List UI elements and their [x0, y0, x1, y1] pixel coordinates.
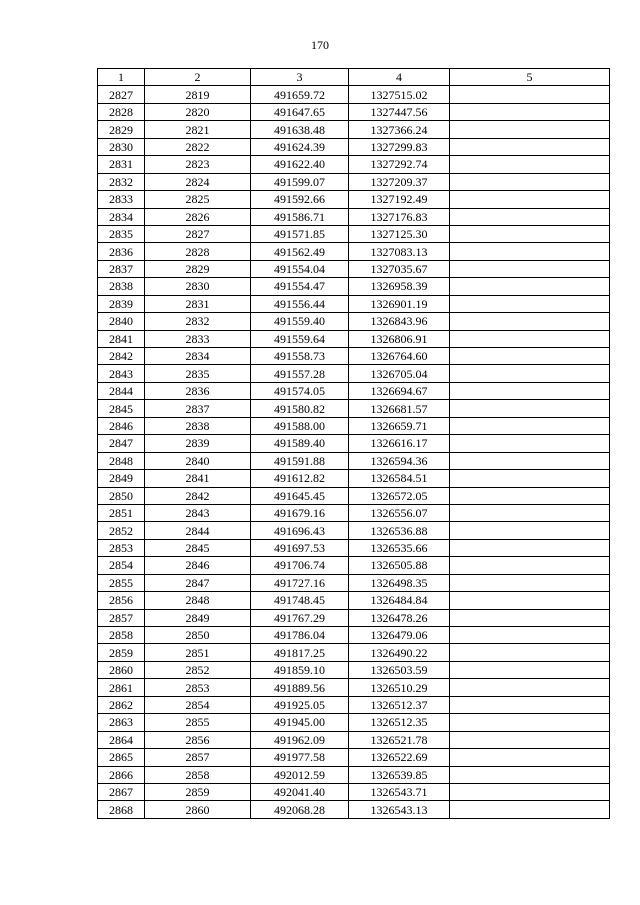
point-number-cell: 2832 — [98, 173, 145, 190]
table-row — [98, 278, 610, 295]
y-coordinate-cell: 1327299.83 — [349, 138, 450, 155]
table-row — [98, 295, 610, 312]
table-row — [98, 679, 610, 696]
column-header: 4 — [349, 69, 450, 86]
y-coordinate-cell: 1327209.37 — [349, 173, 450, 190]
source-number-cell: 2833 — [145, 330, 251, 347]
y-coordinate-cell: 1326681.57 — [349, 400, 450, 417]
source-number-cell: 2846 — [145, 557, 251, 574]
y-coordinate-cell: 1327035.67 — [349, 260, 450, 277]
note-cell — [450, 295, 610, 312]
x-coordinate-cell: 491727.16 — [251, 574, 349, 591]
y-coordinate-cell: 1326536.88 — [349, 522, 450, 539]
note-cell — [450, 348, 610, 365]
source-number-cell: 2819 — [145, 86, 251, 103]
source-number-cell: 2842 — [145, 487, 251, 504]
source-number-cell: 2836 — [145, 382, 251, 399]
table-row — [98, 435, 610, 452]
point-number-cell: 2836 — [98, 243, 145, 260]
x-coordinate-cell: 491748.45 — [251, 592, 349, 609]
note-cell — [450, 679, 610, 696]
y-coordinate-cell: 1326512.35 — [349, 714, 450, 731]
x-coordinate-cell: 491556.44 — [251, 295, 349, 312]
point-number-cell: 2841 — [98, 330, 145, 347]
note-cell — [450, 191, 610, 208]
source-number-cell: 2841 — [145, 470, 251, 487]
point-number-cell: 2837 — [98, 260, 145, 277]
source-number-cell: 2838 — [145, 417, 251, 434]
y-coordinate-cell: 1326764.60 — [349, 348, 450, 365]
source-number-cell: 2834 — [145, 348, 251, 365]
x-coordinate-cell: 491557.28 — [251, 365, 349, 382]
table-row — [98, 627, 610, 644]
x-coordinate-cell: 491559.64 — [251, 330, 349, 347]
point-number-cell: 2860 — [98, 661, 145, 678]
column-header: 3 — [251, 69, 349, 86]
note-cell — [450, 574, 610, 591]
y-coordinate-cell: 1327515.02 — [349, 86, 450, 103]
point-number-cell: 2839 — [98, 295, 145, 312]
table-row — [98, 609, 610, 626]
table-row — [98, 260, 610, 277]
note-cell — [450, 156, 610, 173]
y-coordinate-cell: 1326543.13 — [349, 801, 450, 818]
x-coordinate-cell: 491554.47 — [251, 278, 349, 295]
y-coordinate-cell: 1326958.39 — [349, 278, 450, 295]
x-coordinate-cell: 491571.85 — [251, 225, 349, 242]
point-number-cell: 2844 — [98, 382, 145, 399]
x-coordinate-cell: 491706.74 — [251, 557, 349, 574]
point-number-cell: 2838 — [98, 278, 145, 295]
y-coordinate-cell: 1326510.29 — [349, 679, 450, 696]
point-number-cell: 2864 — [98, 731, 145, 748]
x-coordinate-cell: 491859.10 — [251, 661, 349, 678]
point-number-cell: 2854 — [98, 557, 145, 574]
x-coordinate-cell: 491586.71 — [251, 208, 349, 225]
y-coordinate-cell: 1327176.83 — [349, 208, 450, 225]
point-number-cell: 2862 — [98, 696, 145, 713]
point-number-cell: 2829 — [98, 121, 145, 138]
y-coordinate-cell: 1326705.04 — [349, 365, 450, 382]
x-coordinate-cell: 491559.40 — [251, 313, 349, 330]
x-coordinate-cell: 491786.04 — [251, 627, 349, 644]
coordinates-table — [97, 68, 610, 819]
point-number-cell: 2867 — [98, 783, 145, 800]
y-coordinate-cell: 1326616.17 — [349, 435, 450, 452]
point-number-cell: 2834 — [98, 208, 145, 225]
note-cell — [450, 435, 610, 452]
table-row — [98, 173, 610, 190]
table-row — [98, 470, 610, 487]
point-number-cell: 2863 — [98, 714, 145, 731]
point-number-cell: 2852 — [98, 522, 145, 539]
source-number-cell: 2859 — [145, 783, 251, 800]
source-number-cell: 2860 — [145, 801, 251, 818]
point-number-cell: 2856 — [98, 592, 145, 609]
y-coordinate-cell: 1326806.91 — [349, 330, 450, 347]
point-number-cell: 2847 — [98, 435, 145, 452]
table-row — [98, 661, 610, 678]
note-cell — [450, 225, 610, 242]
source-number-cell: 2820 — [145, 103, 251, 120]
y-coordinate-cell: 1326503.59 — [349, 661, 450, 678]
table-row — [98, 731, 610, 748]
source-number-cell: 2822 — [145, 138, 251, 155]
x-coordinate-cell: 491589.40 — [251, 435, 349, 452]
note-cell — [450, 138, 610, 155]
point-number-cell: 2831 — [98, 156, 145, 173]
table-row — [98, 539, 610, 556]
note-cell — [450, 278, 610, 295]
table-row — [98, 696, 610, 713]
note-cell — [450, 173, 610, 190]
y-coordinate-cell: 1326594.36 — [349, 452, 450, 469]
x-coordinate-cell: 491562.49 — [251, 243, 349, 260]
note-cell — [450, 86, 610, 103]
y-coordinate-cell: 1326484.84 — [349, 592, 450, 609]
source-number-cell: 2831 — [145, 295, 251, 312]
note-cell — [450, 313, 610, 330]
point-number-cell: 2835 — [98, 225, 145, 242]
table-row — [98, 121, 610, 138]
point-number-cell: 2859 — [98, 644, 145, 661]
x-coordinate-cell: 491962.09 — [251, 731, 349, 748]
x-coordinate-cell: 491925.05 — [251, 696, 349, 713]
point-number-cell: 2850 — [98, 487, 145, 504]
x-coordinate-cell: 491645.45 — [251, 487, 349, 504]
y-coordinate-cell: 1326694.67 — [349, 382, 450, 399]
y-coordinate-cell: 1326512.37 — [349, 696, 450, 713]
table-row — [98, 504, 610, 521]
source-number-cell: 2830 — [145, 278, 251, 295]
table-row — [98, 138, 610, 155]
source-number-cell: 2821 — [145, 121, 251, 138]
table-row — [98, 452, 610, 469]
y-coordinate-cell: 1326535.66 — [349, 539, 450, 556]
note-cell — [450, 103, 610, 120]
source-number-cell: 2851 — [145, 644, 251, 661]
table-body — [98, 86, 610, 818]
table-row — [98, 191, 610, 208]
note-cell — [450, 644, 610, 661]
table-row — [98, 487, 610, 504]
note-cell — [450, 452, 610, 469]
note-cell — [450, 714, 610, 731]
point-number-cell: 2843 — [98, 365, 145, 382]
table-row — [98, 749, 610, 766]
source-number-cell: 2853 — [145, 679, 251, 696]
source-number-cell: 2827 — [145, 225, 251, 242]
y-coordinate-cell: 1327192.49 — [349, 191, 450, 208]
x-coordinate-cell: 491696.43 — [251, 522, 349, 539]
y-coordinate-cell: 1327292.74 — [349, 156, 450, 173]
source-number-cell: 2849 — [145, 609, 251, 626]
x-coordinate-cell: 491599.07 — [251, 173, 349, 190]
point-number-cell: 2827 — [98, 86, 145, 103]
y-coordinate-cell: 1326479.06 — [349, 627, 450, 644]
y-coordinate-cell: 1326498.35 — [349, 574, 450, 591]
source-number-cell: 2844 — [145, 522, 251, 539]
x-coordinate-cell: 491977.58 — [251, 749, 349, 766]
table-row — [98, 592, 610, 609]
table-row — [98, 644, 610, 661]
source-number-cell: 2835 — [145, 365, 251, 382]
y-coordinate-cell: 1326843.96 — [349, 313, 450, 330]
table-row — [98, 225, 610, 242]
y-coordinate-cell: 1326505.88 — [349, 557, 450, 574]
note-cell — [450, 731, 610, 748]
source-number-cell: 2847 — [145, 574, 251, 591]
source-number-cell: 2825 — [145, 191, 251, 208]
table-row — [98, 243, 610, 260]
column-header: 5 — [450, 69, 610, 86]
table-header-row — [98, 69, 610, 86]
source-number-cell: 2850 — [145, 627, 251, 644]
note-cell — [450, 801, 610, 818]
source-number-cell: 2829 — [145, 260, 251, 277]
source-number-cell: 2843 — [145, 504, 251, 521]
source-number-cell: 2845 — [145, 539, 251, 556]
point-number-cell: 2830 — [98, 138, 145, 155]
table-row — [98, 156, 610, 173]
x-coordinate-cell: 491558.73 — [251, 348, 349, 365]
y-coordinate-cell: 1327447.56 — [349, 103, 450, 120]
point-number-cell: 2851 — [98, 504, 145, 521]
table-row — [98, 365, 610, 382]
point-number-cell: 2868 — [98, 801, 145, 818]
note-cell — [450, 365, 610, 382]
point-number-cell: 2840 — [98, 313, 145, 330]
point-number-cell: 2842 — [98, 348, 145, 365]
x-coordinate-cell: 491580.82 — [251, 400, 349, 417]
note-cell — [450, 330, 610, 347]
note-cell — [450, 487, 610, 504]
point-number-cell: 2849 — [98, 470, 145, 487]
y-coordinate-cell: 1327366.24 — [349, 121, 450, 138]
x-coordinate-cell: 491554.04 — [251, 260, 349, 277]
table-row — [98, 86, 610, 103]
point-number-cell: 2846 — [98, 417, 145, 434]
point-number-cell: 2857 — [98, 609, 145, 626]
note-cell — [450, 470, 610, 487]
y-coordinate-cell: 1326543.71 — [349, 783, 450, 800]
y-coordinate-cell: 1326572.05 — [349, 487, 450, 504]
note-cell — [450, 243, 610, 260]
point-number-cell: 2865 — [98, 749, 145, 766]
source-number-cell: 2832 — [145, 313, 251, 330]
table-row — [98, 103, 610, 120]
x-coordinate-cell: 491697.53 — [251, 539, 349, 556]
table-row — [98, 801, 610, 818]
y-coordinate-cell: 1326490.22 — [349, 644, 450, 661]
note-cell — [450, 400, 610, 417]
table-row — [98, 714, 610, 731]
y-coordinate-cell: 1326478.26 — [349, 609, 450, 626]
source-number-cell: 2848 — [145, 592, 251, 609]
x-coordinate-cell: 491767.29 — [251, 609, 349, 626]
table-row — [98, 557, 610, 574]
point-number-cell: 2848 — [98, 452, 145, 469]
point-number-cell: 2833 — [98, 191, 145, 208]
note-cell — [450, 609, 610, 626]
point-number-cell: 2853 — [98, 539, 145, 556]
y-coordinate-cell: 1326539.85 — [349, 766, 450, 783]
source-number-cell: 2840 — [145, 452, 251, 469]
x-coordinate-cell: 492012.59 — [251, 766, 349, 783]
x-coordinate-cell: 491612.82 — [251, 470, 349, 487]
x-coordinate-cell: 491638.48 — [251, 121, 349, 138]
source-number-cell: 2857 — [145, 749, 251, 766]
source-number-cell: 2823 — [145, 156, 251, 173]
table-row — [98, 348, 610, 365]
note-cell — [450, 539, 610, 556]
source-number-cell: 2852 — [145, 661, 251, 678]
y-coordinate-cell: 1326584.51 — [349, 470, 450, 487]
source-number-cell: 2828 — [145, 243, 251, 260]
table-row — [98, 313, 610, 330]
column-header: 2 — [145, 69, 251, 86]
note-cell — [450, 557, 610, 574]
x-coordinate-cell: 491659.72 — [251, 86, 349, 103]
note-cell — [450, 783, 610, 800]
table-header — [98, 69, 610, 86]
point-number-cell: 2828 — [98, 103, 145, 120]
source-number-cell: 2856 — [145, 731, 251, 748]
source-number-cell: 2824 — [145, 173, 251, 190]
x-coordinate-cell: 491889.56 — [251, 679, 349, 696]
note-cell — [450, 121, 610, 138]
table-row — [98, 330, 610, 347]
table-row — [98, 766, 610, 783]
table-row — [98, 574, 610, 591]
note-cell — [450, 766, 610, 783]
table-row — [98, 417, 610, 434]
source-number-cell: 2855 — [145, 714, 251, 731]
page-number: 170 — [311, 38, 329, 52]
note-cell — [450, 627, 610, 644]
x-coordinate-cell: 491945.00 — [251, 714, 349, 731]
table-row — [98, 400, 610, 417]
y-coordinate-cell: 1327125.30 — [349, 225, 450, 242]
table-row — [98, 382, 610, 399]
table-row — [98, 208, 610, 225]
note-cell — [450, 522, 610, 539]
x-coordinate-cell: 491588.00 — [251, 417, 349, 434]
point-number-cell: 2855 — [98, 574, 145, 591]
x-coordinate-cell: 492068.28 — [251, 801, 349, 818]
x-coordinate-cell: 492041.40 — [251, 783, 349, 800]
note-cell — [450, 382, 610, 399]
x-coordinate-cell: 491679.16 — [251, 504, 349, 521]
y-coordinate-cell: 1326556.07 — [349, 504, 450, 521]
x-coordinate-cell: 491622.40 — [251, 156, 349, 173]
x-coordinate-cell: 491817.25 — [251, 644, 349, 661]
note-cell — [450, 417, 610, 434]
column-header: 1 — [98, 69, 145, 86]
point-number-cell: 2858 — [98, 627, 145, 644]
note-cell — [450, 696, 610, 713]
point-number-cell: 2866 — [98, 766, 145, 783]
source-number-cell: 2826 — [145, 208, 251, 225]
x-coordinate-cell: 491647.65 — [251, 103, 349, 120]
y-coordinate-cell: 1326901.19 — [349, 295, 450, 312]
y-coordinate-cell: 1326521.78 — [349, 731, 450, 748]
note-cell — [450, 592, 610, 609]
x-coordinate-cell: 491591.88 — [251, 452, 349, 469]
note-cell — [450, 749, 610, 766]
table-row — [98, 783, 610, 800]
point-number-cell: 2845 — [98, 400, 145, 417]
note-cell — [450, 260, 610, 277]
source-number-cell: 2839 — [145, 435, 251, 452]
x-coordinate-cell: 491592.66 — [251, 191, 349, 208]
x-coordinate-cell: 491574.05 — [251, 382, 349, 399]
table-row — [98, 522, 610, 539]
y-coordinate-cell: 1326659.71 — [349, 417, 450, 434]
point-number-cell: 2861 — [98, 679, 145, 696]
y-coordinate-cell: 1326522.69 — [349, 749, 450, 766]
note-cell — [450, 504, 610, 521]
note-cell — [450, 661, 610, 678]
note-cell — [450, 208, 610, 225]
x-coordinate-cell: 491624.39 — [251, 138, 349, 155]
source-number-cell: 2854 — [145, 696, 251, 713]
y-coordinate-cell: 1327083.13 — [349, 243, 450, 260]
source-number-cell: 2858 — [145, 766, 251, 783]
source-number-cell: 2837 — [145, 400, 251, 417]
